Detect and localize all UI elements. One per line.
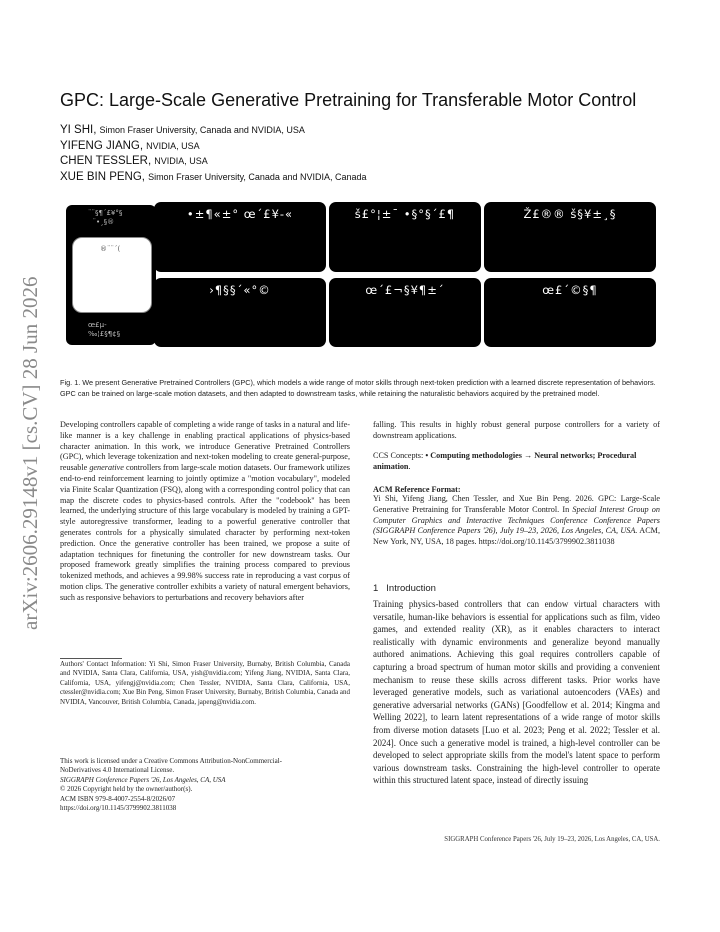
author-name: CHEN TESSLER,: [60, 155, 152, 167]
panel-label: ›¶§§´«°©: [209, 283, 271, 297]
acm-reference-body: [373, 494, 660, 548]
panel-label: š£°¦±¯ •§°§´£¶: [354, 207, 456, 221]
abstract: [60, 420, 350, 604]
abstract-text-1: Developing controllers capable of completing a wide range of tasks in a natural and life-like manner is a key challenge in enabling practical applications of physics-based character animation. In this work, we introduce Generative Pretrained Controllers (GPC), which leverage tokenization and next-token modeling to create general-purpose, reusable: [60, 420, 350, 473]
section-title: Introduction: [386, 583, 436, 594]
abstract-paragraph-cont: falling. This results in highly robust general purpose controllers for a variety of downstream applications.: [373, 420, 660, 440]
introduction-body: Training physics-based controllers that can endow virtual characters with versatile, human-like behaviors is essential for applications such as film, video games, and extended reality (XR), as it enables characters to interact realistically with dynamic environments and generalize beyond manually authored animations. Achieving this goal requires controllers capable of capturing a broad spectrum of human motor skills and providing a convenient mechanism to reuse these skills across different tasks. Prior works have leveraged generative models, such as variational autoencoders (VAEs) and generative adversarial networks (GANs) [Goodfellow et al. 2014; Kingma and Welling 2022], to learn latent representations of a wide range of motor skills from diverse motion datasets [Luo et al. 2023; Peng et al. 2022; Tessler et al. 2024]. Once such a generative model is trained, a high-level controller can be developed to select appropriate skills from the model's latent space to perform various downstream tasks. Constraining the high-level controller to operate within this structured latent space, instead of directly issuing: [373, 599, 660, 786]
abstract-emphasis: generative: [89, 463, 124, 473]
acm-reference-tail: ACM, New York, NY, USA, 18 pages. https://doi.org/10.1145/3799902.3811038: [373, 526, 661, 547]
teaser-panel-top-3: [484, 202, 656, 272]
ccs-terms: Computing methodologies → Neural networks; Procedural animation: [373, 451, 637, 471]
author-entry: [60, 123, 670, 139]
teaser-panel-top-1: [154, 202, 326, 272]
author-affiliation: NVIDIA, USA: [154, 156, 208, 166]
author-affiliation: NVIDIA, USA: [146, 140, 200, 151]
ccs-label: CCS Concepts:: [373, 451, 426, 460]
author-affiliation: Simon Fraser University, Canada and NVIDIA, Canada: [148, 171, 367, 182]
author-name: YIFENG JIANG,: [60, 139, 144, 152]
teaser-panel-bottom-1: [154, 278, 326, 347]
panel-label: •±¶«±° œ´£¥-«: [186, 207, 294, 221]
license-venue: SIGGRAPH Conference Papers '26, Los Angeles, CA, USA: [60, 775, 226, 784]
author-entry: [60, 139, 670, 155]
teaser-figure: [66, 199, 656, 350]
acm-reference-heading: ACM Reference Format:: [373, 485, 461, 494]
panel-label: œ£´©§¶: [542, 283, 598, 297]
teaser-side-label-top: ¨¨§¶´£¥°§ ¨•¸§®: [88, 209, 123, 226]
abstract-paragraph: [60, 420, 350, 604]
author-entry: [60, 154, 670, 170]
author-name: XUE BIN PENG,: [60, 170, 145, 183]
ccs-concepts: [373, 451, 660, 473]
teaser-side-label-bottom: œ£µ- ‰¦£§¶¢§: [88, 321, 121, 338]
abstract-continuation: [373, 420, 660, 442]
section-number: 1: [373, 583, 379, 594]
author-contact-info: Authors' Contact Information: Yi Shi, Simon Fraser University, Burnaby, British Columbia, Canada and NVIDIA, Santa Clara, California, USA, yish@nvidia.com; Yifeng Jiang, NVIDIA, Santa Clara, California, USA, yifengj@nvidia.com; Chen Tessler, NVIDIA, Santa Clara, California, USA, ctessler@nvidia.com; Xue Bin Peng, Simon Fraser University, Burnaby, British Columbia, Canada and NVIDIA, Vancouver, British Columbia, Canada, japeng@nvidia.com.: [60, 660, 350, 706]
acm-reference-citation: Yi Shi, Yifeng Jiang, Chen Tessler, and Xue Bin Peng. 2026. GPC: Large-Scale Generative Pretraining for Transferable Motor Control. In: [373, 494, 660, 514]
license-doi-link[interactable]: https://doi.org/10.1145/3799902.3811038: [60, 804, 177, 813]
paper-title: GPC: Large-Scale Generative Pretraining for Transferable Motor Control: [60, 90, 637, 110]
author-affiliation: Simon Fraser University, Canada and NVIDIA, USA: [99, 125, 305, 135]
panel-label: œ´£¬§¥¶±´: [365, 283, 445, 297]
author-list: [60, 123, 670, 185]
abstract-text-2: controllers from large-scale motion datasets. Our framework utilizes end-to-end reinforcement learning to jointly optimize a "motion vocabulary", modeled via Finite Scalar Quantization (FSQ), along with a corresponding control policy that can map the discrete codes to physics-based controls. After the "codebook" has been learned, the underlying structure of this large vocabulary is modeled by training a GPT-style autoregressive transformer, leading to a powerful generative controller that generates controls for a physically simulated character by performing next-token prediction. Once the generative controller has been trained, we propose a suite of adaptation techniques for finetuning the controller for new downstream tasks. Our proposed framework greatly simplifies the training process compared to previous tokenized methods, and achieves a 99.98% success rate in reproducing a vast corpus of motion clips. The generative controller exhibits a variety of natural emergent behaviors, such as responsive behaviors to perturbations and recovery behaviors after: [60, 463, 350, 602]
license-line: NoDerivatives 4.0 International License.: [60, 766, 175, 775]
license-block: [60, 757, 350, 813]
figure-caption: Fig. 1. We present Generative Pretrained Controllers (GPC), which models a wide range of motor skills through next-token prediction with a learned discrete representation of behaviors. GPC can be trained on large-scale motion datasets, and then adapted to downstream tasks, while retaining the naturalistic behaviors acquired by the pretrained model.: [60, 378, 656, 398]
teaser-panel-bottom-2: [329, 278, 481, 347]
author-name: YI SHI,: [60, 124, 97, 136]
license-line: This work is licensed under a Creative Commons Attribution-NonCommercial-: [60, 757, 283, 765]
license-isbn: ACM ISBN 979-8-4007-2554-8/2026/07: [60, 794, 176, 803]
panel-label: Ž£®® š§¥±¸§: [523, 207, 617, 221]
footnote-divider: [60, 658, 122, 659]
teaser-panel-top-2: [329, 202, 481, 272]
ccs-period: .: [408, 461, 411, 471]
section-heading-introduction: [373, 583, 436, 594]
running-footer: SIGGRAPH Conference Papers '26, July 19–23, 2026, Los Angeles, CA, USA.: [444, 836, 660, 843]
ccs-bullet: •: [425, 451, 431, 460]
acm-reference-venue: Special Interest Group on Computer Graphics and Interactive Techniques Conference Conference Papers (SIGGRAPH Conference Papers '26), July 19–23, 2026, Los Angeles, CA, USA.: [373, 504, 660, 536]
license-copyright: © 2026 Copyright held by the owner/author(s).: [60, 785, 193, 794]
arxiv-identifier: arXiv:2606.29148v1 [cs.CV] 28 Jun 2026: [18, 276, 42, 630]
author-entry: [60, 170, 670, 186]
teaser-panel-bottom-3: [484, 278, 656, 347]
teaser-side-label-mid: ®¨¨´(: [100, 245, 121, 253]
